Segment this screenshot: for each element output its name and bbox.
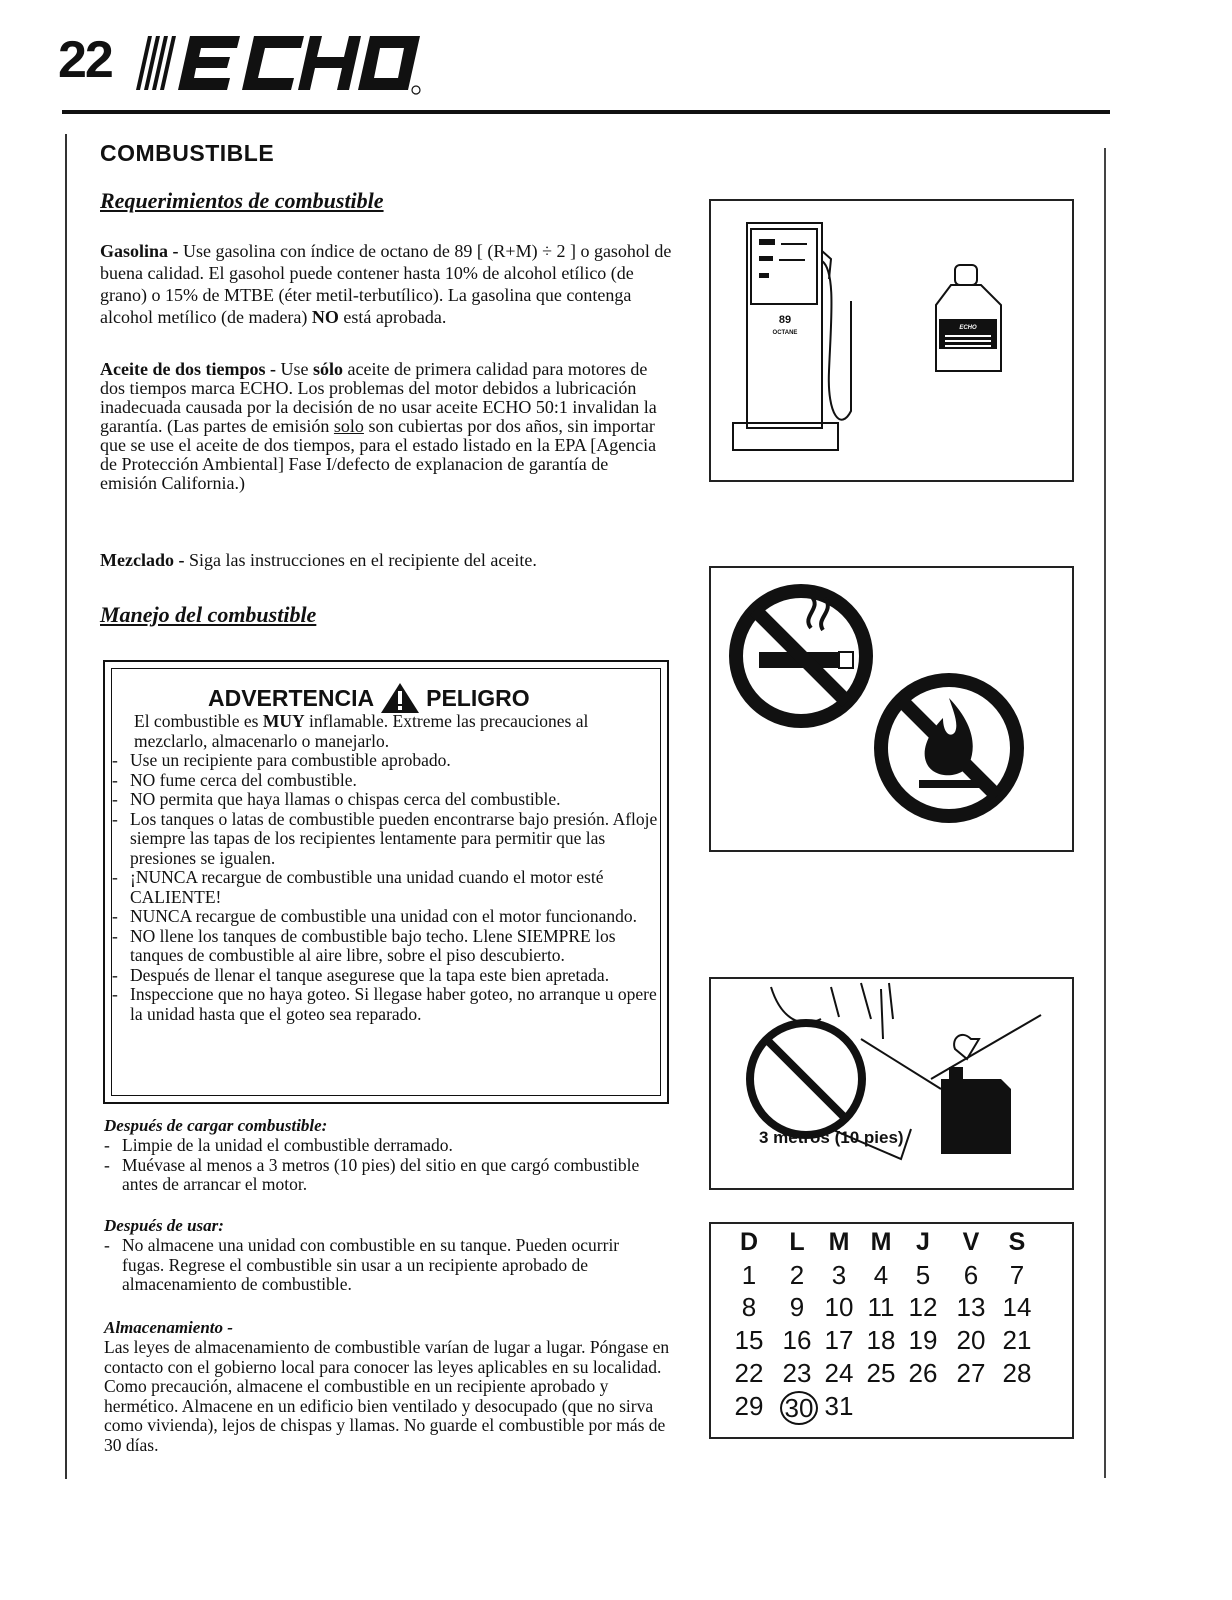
calendar-date: 27: [956, 1358, 986, 1388]
storage-text: Las leyes de almacenamiento de combustible varían de lugar a lugar. Póngase en contacto con el gobierno local para conocer las leyes aplicables en su localidad. Como precaución, almacene el combustible en un recipiente aprobado y hermético. Almacene en un edificio bien ventilado y desocupado (que no sirva como vivienda), lejos de chispas y llamas. No guarde el combustible por más de 30 días.: [104, 1337, 670, 1455]
list-item: - Después de llenar el tanque asegurese que la tapa este bien apretada.: [110, 966, 665, 986]
calendar-date: 9: [789, 1292, 805, 1322]
calendar-date: 11: [867, 1292, 895, 1322]
header-rule: [62, 110, 1110, 114]
pump-octane-label: 89: [778, 314, 792, 326]
calendar-day-header: M: [870, 1228, 892, 1256]
distance-caption: 3 metros (10 pies): [759, 1128, 904, 1147]
oil-paragraph: [100, 360, 660, 493]
no-flame-icon: [881, 680, 1017, 816]
calendar-date: 20: [956, 1325, 986, 1355]
list-item: - No almacene una unidad con combustible en su tanque. Pueden ocurrir fugas. Regrese el combustible sin usar a un recipiente aprobado de almacenamiento de combustible.: [102, 1236, 662, 1295]
oil-text-a: Use: [280, 359, 309, 379]
list-item: - Muévase al menos a 3 metros (10 pies) del sitio en que cargó combustible antes de arrancar el motor.: [102, 1156, 662, 1195]
warning-triangle-icon: [380, 682, 420, 714]
distance-illustration: [711, 979, 1072, 1188]
calendar-date: 3: [831, 1260, 847, 1290]
fuel-handling-heading: Manejo del combustible: [100, 602, 317, 627]
oil-text-c: son cubiertas por dos años, sin importar que se use el aceite de dos tiempos, para el estado listado en la EPA [Agencia de Protección Ambiental] Fase I/defecto de explanacion de garantía de emisión California.): [100, 416, 657, 493]
list-item: - ¡NUNCA recargue de combustible una unidad cuando el motor esté CALIENTE!: [110, 868, 665, 907]
after-use-list: [102, 1236, 662, 1295]
calendar-day-header: J: [916, 1228, 930, 1256]
calendar-date: 12: [908, 1292, 938, 1322]
calendar-date: 7: [1009, 1260, 1025, 1290]
oil-label: Aceite de dos tiempos -: [100, 359, 276, 379]
calendar-day-header: M: [828, 1228, 850, 1256]
list-item: - Limpie de la unidad el combustible derramado.: [102, 1136, 662, 1156]
calendar-date: 31: [824, 1391, 854, 1421]
calendar-day-header: V: [962, 1228, 980, 1256]
warning-title-left: ADVERTENCIA: [208, 684, 375, 711]
list-item: - NO permita que haya llamas o chispas cerca del combustible.: [110, 790, 665, 810]
prohibition-icons: [711, 568, 1072, 850]
mixing-label: Mezclado -: [100, 550, 185, 570]
pump-sublabel: OCTANE: [772, 330, 798, 336]
mixing-text: Siga las instrucciones en el recipiente del aceite.: [188, 550, 537, 570]
right-margin-rule: [1104, 148, 1106, 1478]
page-number: 22: [58, 31, 112, 89]
calendar-date: 25: [866, 1358, 896, 1388]
calendar-date: 23: [782, 1358, 812, 1388]
calendar-date: 8: [741, 1292, 757, 1322]
no-smoking-icon: [736, 591, 866, 721]
fuel-pump-figure: [709, 199, 1074, 482]
calendar-day-header: L: [789, 1228, 805, 1256]
gasoline-text: Use gasolina con índice de octano de 89 [ (R+M) ÷ 2 ] o gasohol de buena calidad. El gasohol puede contener hasta 10% de alcohol etílico (de grano) o 15% de MTBE (éter metil-terbutílico). La gasolina que contenga alcohol metílico (de madera): [100, 241, 672, 327]
bottle-label: ECHO: [959, 325, 977, 331]
list-item: - Inspeccione que no haya goteo. Si llegase haber goteo, no arranque u opere la unidad hasta que el goteo sea reparado.: [110, 985, 665, 1024]
warning-list: [110, 751, 665, 1024]
left-margin-rule: [65, 134, 67, 1479]
calendar-figure: [709, 1222, 1074, 1439]
calendar-date: 4: [873, 1260, 889, 1290]
warning-lead-emphasis: MUY: [262, 711, 305, 731]
storage-heading: Almacenamiento -: [104, 1318, 233, 1337]
calendar-date: 14: [1002, 1292, 1032, 1322]
after-fueling-list: [102, 1136, 662, 1195]
list-item: - NUNCA recargue de combustible una unidad con el motor funcionando.: [110, 907, 665, 927]
calendar-date: 6: [963, 1260, 979, 1290]
calendar-date: 18: [866, 1325, 896, 1355]
fuel-pump-icon: [711, 201, 1072, 480]
calendar-date: 17: [824, 1325, 854, 1355]
gasoline-paragraph: [100, 240, 680, 328]
distance-figure: [709, 977, 1074, 1190]
calendar-grid: [711, 1224, 1072, 1437]
calendar-day-header: S: [1008, 1228, 1026, 1256]
oil-underlined: solo: [333, 416, 364, 436]
calendar-date: 13: [956, 1292, 986, 1322]
calendar-date: 26: [908, 1358, 938, 1388]
list-item: - NO llene los tanques de combustible bajo techo. Llene SIEMPRE los tanques de combustible al aire libre, sobre el piso descubierto.: [110, 927, 665, 966]
warning-lead-b: inflamable. Extreme las precauciones al mezclarlo, almacenarlo o manejarlo.: [134, 711, 589, 751]
list-item: - Los tanques o latas de combustible pueden encontrarse bajo presión. Afloje siempre las tapas de los recipientes lentamente para permitir que las presiones se igualen.: [110, 810, 665, 869]
gasoline-label: Gasolina -: [100, 241, 179, 261]
oil-text-b: aceite de primera calidad para motores de dos tiempos marca ECHO. Los problemas del motor debidos a lubricación inadecuada causada por la decisión de no usar aceite ECHO 50:1 invalidan la garantía. (Las partes de emisión: [100, 359, 657, 436]
fuel-can-icon: [941, 1079, 1011, 1154]
after-fueling-heading: Después de cargar combustible:: [104, 1116, 328, 1135]
calendar-date: 1: [741, 1260, 757, 1290]
warning-body: [110, 712, 665, 1024]
warning-title: [208, 682, 530, 714]
calendar-date: 16: [782, 1325, 812, 1355]
warning-lead-a: El combustible es: [134, 711, 259, 731]
no-smoking-figure: [709, 566, 1074, 852]
gasoline-tail: está aprobada.: [343, 307, 447, 327]
calendar-date: 2: [789, 1260, 805, 1290]
echo-logo: [122, 28, 442, 98]
section-title: COMBUSTIBLE: [100, 140, 275, 166]
calendar-date: 24: [824, 1358, 854, 1388]
mixing-paragraph: [100, 550, 680, 570]
calendar-date: 15: [734, 1325, 764, 1355]
after-use-heading: Después de usar:: [104, 1216, 224, 1235]
calendar-date: 5: [915, 1260, 931, 1290]
warning-lead: [110, 712, 665, 751]
calendar-date-circled: 30: [780, 1391, 818, 1425]
oil-emphasis: sólo: [312, 359, 343, 379]
calendar-date: 19: [908, 1325, 938, 1355]
calendar-date: 22: [734, 1358, 764, 1388]
list-item: - NO fume cerca del combustible.: [110, 771, 665, 791]
fuel-requirements-heading: Requerimientos de combustible: [100, 188, 384, 213]
calendar-date: 28: [1002, 1358, 1032, 1388]
calendar-day-header: D: [739, 1228, 759, 1256]
list-item: - Use un recipiente para combustible aprobado.: [110, 751, 665, 771]
calendar-date: 29: [734, 1391, 764, 1421]
calendar-date: 10: [824, 1292, 854, 1322]
calendar-date: 21: [1002, 1325, 1032, 1355]
warning-title-right: PELIGRO: [426, 684, 530, 711]
gasoline-emphasis: NO: [311, 307, 339, 327]
